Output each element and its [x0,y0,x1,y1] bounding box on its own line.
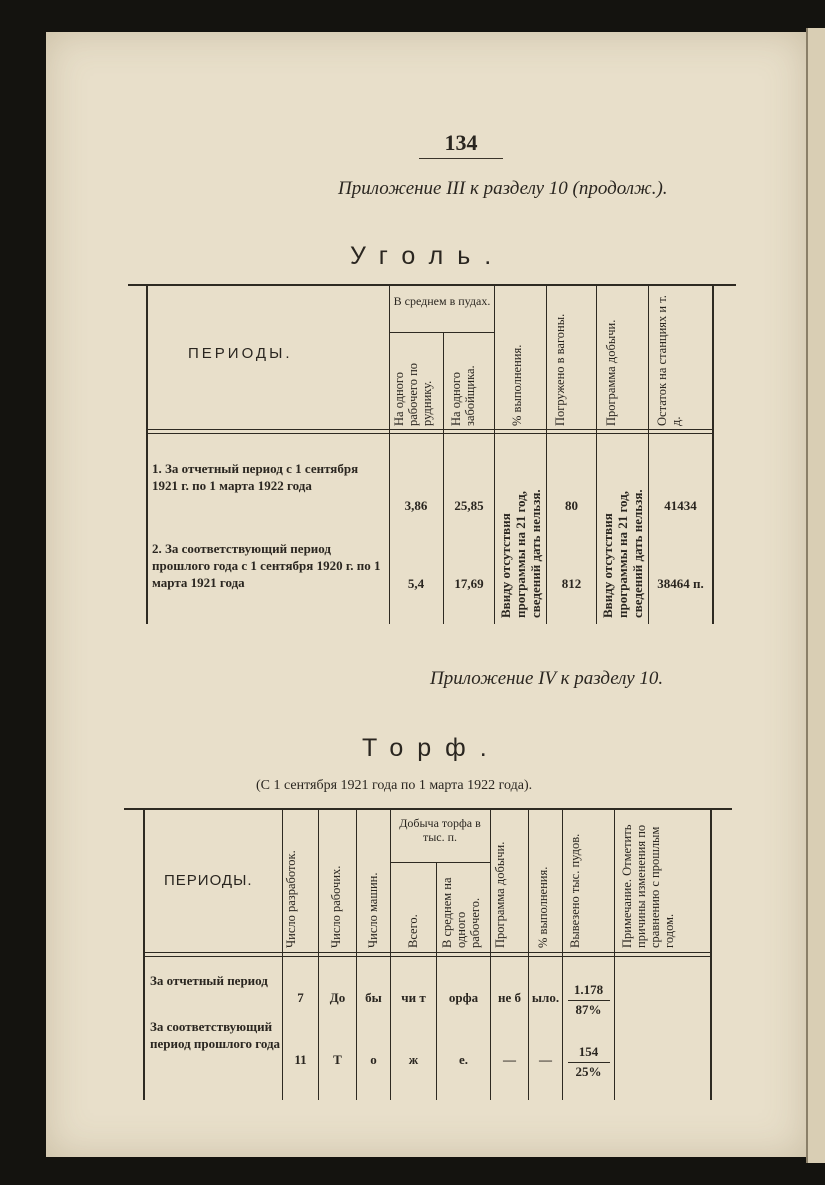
peat-group-rule [390,862,490,863]
peat-header-program: Программа добычи. [493,841,507,948]
coal-percent-note: Ввиду отсутствия программы на 21 год, сведений дать нельзя. [498,489,543,618]
document-page [46,32,806,1157]
coal-row-1-label: 1. За отчетный период с 1 сентября 1921 г. по 1 марта 1922 года [152,461,359,493]
peat-header-workings: Число разработок. [284,850,298,948]
coal-row-2-per-worker: 5,4 [407,576,425,591]
peat-row-1-label: За отчетный период [150,973,268,988]
peat-title: Торф. [362,734,501,762]
peat-header-exported: Вывезено тыс. пудов. [568,833,582,948]
peat-header-periods: ПЕРИОДЫ. [164,872,253,889]
peat-table-top-rule [124,808,732,810]
coal-header-rule [146,429,714,430]
peat-row-1-avg: орфа [448,990,479,1005]
coal-row-2-label: 2. За соответствующий период прошлого года с 1 сентября 1920 г. по 1 марта 1921 года [152,541,381,590]
peat-header-avg: В среднем на одного рабочего. [440,877,482,948]
coal-row-1-per-worker: 3,86 [404,498,428,513]
peat-row-2-percent: — [539,1052,552,1067]
coal-header-loaded: Погружено в вагоны. [553,313,567,426]
appendix-heading-iv: Приложение IV к разделу 10. [430,668,664,689]
coal-table-left-rule [146,286,148,624]
coal-program-note: Ввиду отсутствия программы на 21 год, сведений дать нельзя. [600,489,645,618]
coal-row-1-loaded: 80 [565,498,578,513]
coal-table-top-rule [128,284,736,286]
coal-header-program: Программа добычи. [604,319,618,426]
page-number-underline [419,158,503,159]
coal-header-remainder: Остаток на станциях и т. д. [655,295,683,426]
peat-subtitle: (С 1 сентября 1921 года по 1 марта 1922 года). [256,778,533,793]
peat-row-2-fraction-rule [568,1062,610,1063]
coal-header-per-worker: На одного рабочего по руднику. [392,362,434,426]
peat-row-1-workers: До [329,990,346,1005]
coal-header-avg-group: В среднем в пудах. [393,294,491,308]
peat-row-1-percent: ыло. [531,990,560,1005]
peat-row-1-machines: бы [365,990,382,1005]
peat-row-2-exported-pct: 25% [575,1064,602,1079]
coal-col-rule [648,286,649,624]
peat-row-1-workings: 7 [297,990,304,1005]
coal-col-rule [389,286,390,624]
peat-row-2-workers: Т [333,1052,342,1067]
coal-row-1-per-miner: 25,85 [454,498,484,513]
peat-row-1-fraction-rule [568,1000,610,1001]
peat-col-rule [614,810,615,1100]
peat-row-2-workings: 11 [294,1052,307,1067]
peat-header-rule [143,952,712,953]
peat-header-percent: % выполнения. [536,866,550,948]
peat-header-total: Всего. [406,914,420,948]
peat-row-1-program: не б [497,990,521,1005]
peat-table-right-rule [710,810,712,1100]
peat-row-1-total: чи т [401,990,426,1005]
coal-row-2-loaded: 812 [561,576,582,591]
coal-table-right-rule [712,286,714,624]
coal-header-periods: ПЕРИОДЫ. [188,345,293,362]
coal-header-rule [146,433,714,434]
peat-row-2-machines: о [370,1052,377,1067]
appendix-heading-iii: Приложение III к разделу 10 (продолж.). [338,178,668,199]
peat-row-2-avg: е. [458,1052,469,1067]
coal-col-rule [596,286,597,624]
page-number: 134 [444,130,478,155]
coal-row-2-per-miner: 17,69 [454,576,484,591]
peat-header-machines: Число машин. [366,872,380,948]
peat-table-left-rule [143,810,145,1100]
peat-row-2-total: ж [408,1052,419,1067]
coal-group-rule [389,332,494,333]
next-page-edge [806,28,825,1163]
peat-row-1-exported: 1.178 [573,982,604,997]
coal-title: Уголь. [350,242,506,270]
peat-row-2-exported: 154 [578,1044,599,1059]
coal-row-2-remainder: 38464 п. [657,576,704,591]
peat-header-workers: Число рабочих. [329,865,343,948]
peat-header-rule [143,956,712,957]
coal-header-percent: % выполнения. [510,344,524,426]
peat-row-2-label: За соответствующий период прошлого года [150,1019,281,1051]
coal-col-rule [546,286,547,624]
coal-header-per-miner: На одного забойщика. [449,365,477,426]
peat-row-2-program: — [503,1052,516,1067]
coal-row-1-remainder: 41434 [664,498,697,513]
peat-header-note: Примечание. Отметить причины изменения по сравнению с прошлым годом. [620,824,676,948]
peat-row-1-exported-pct: 87% [575,1002,602,1017]
coal-col-rule [494,286,495,624]
peat-header-output-group: Добыча торфа в тыс. п. [399,816,481,844]
